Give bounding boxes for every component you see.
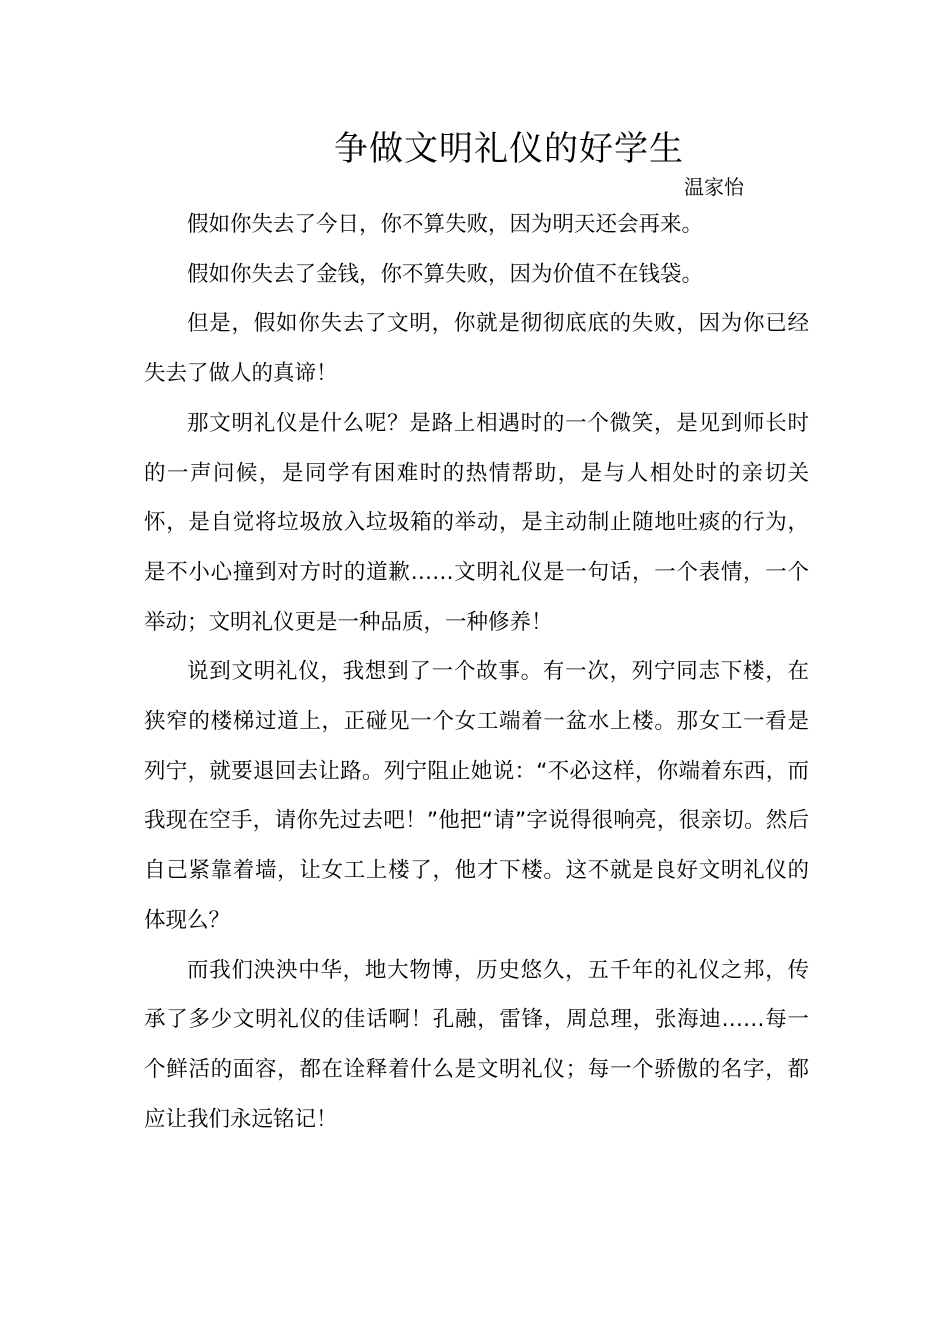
essay-title: 争做文明礼仪的好学生	[334, 129, 684, 169]
paragraph: 说到文明礼仪，我想到了一个故事。有一次，列宁同志下楼，在狭窄的楼梯过道上，正碰见一个女工端着一盆水上楼。那女工一看是列宁，就要退回去让路。列宁阻止她说：“不必这样，你端着东西，而我现在空手，请你先过去吧！”他把“请”字说得很响亮，很亲切。然后自己紧靠着墙，让女工上楼了，他才下楼。这不就是良好文明礼仪的体现么？	[144, 659, 809, 933]
paragraph: 而我们泱泱中华，地大物博，历史悠久，五千年的礼仪之邦，传承了多少文明礼仪的佳话啊！孔融，雷锋，周总理，张海迪……每一个鲜活的面容，都在诠释着什么是文明礼仪；每一个骄傲的名字，都应让我们永远铭记！	[144, 957, 809, 1132]
paragraph: 假如你失去了金钱，你不算失败，因为价值不在钱袋。	[187, 261, 704, 287]
paragraph: 那文明礼仪是什么呢？是路上相遇时的一个微笑，是见到师长时的一声问候，是同学有困难时的热情帮助，是与人相处时的亲切关怀，是自觉将垃圾放入垃圾箱的举动，是主动制止随地吐痰的行为，是不小心撞到对方时的道歉……文明礼仪是一句话，一个表情，一个举动；文明礼仪更是一种品质，一种修养！	[144, 410, 809, 635]
essay-body	[144, 200, 809, 1144]
author-name: 温家怡	[684, 175, 744, 199]
paragraph: 但是，假如你失去了文明，你就是彻彻底底的失败，因为你已经失去了做人的真谛！	[144, 311, 809, 387]
paragraph: 假如你失去了今日，你不算失败，因为明天还会再来。	[187, 212, 704, 237]
